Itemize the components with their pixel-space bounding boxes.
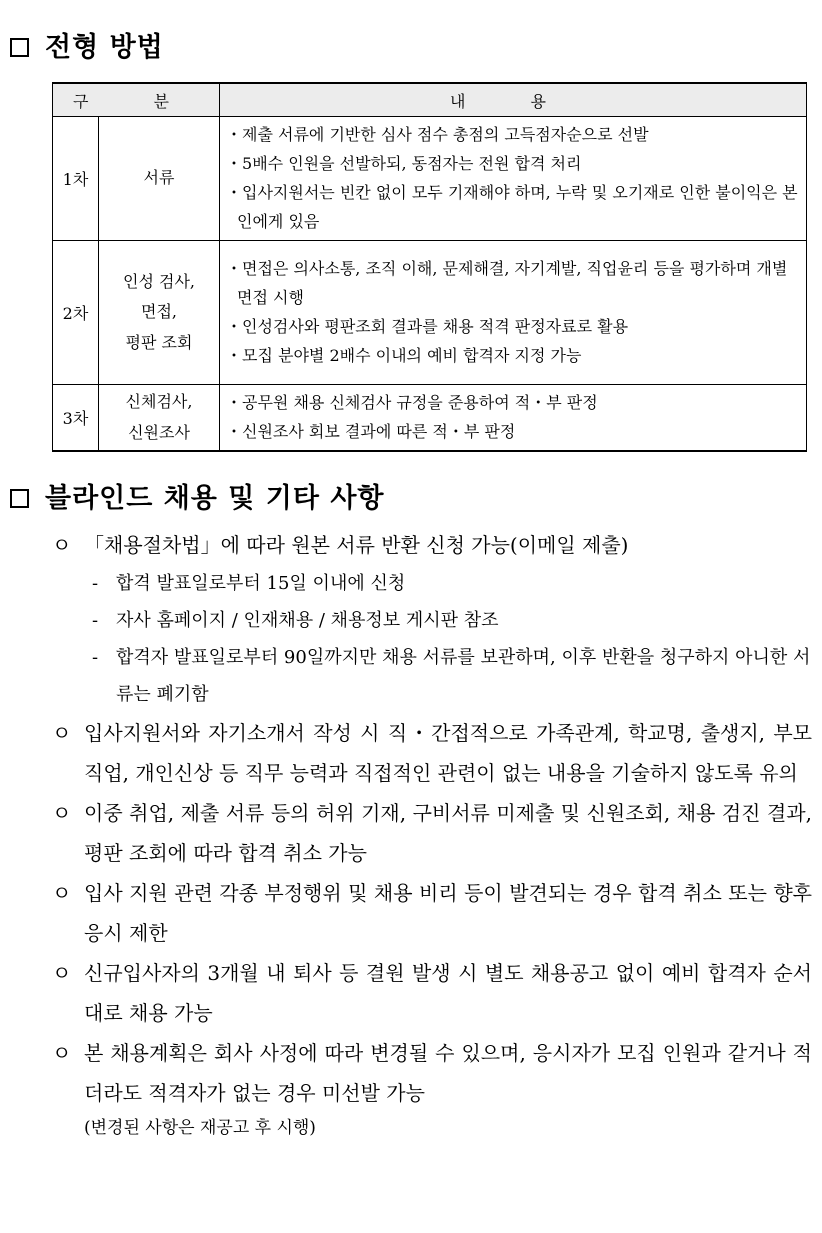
category-cell: 신체검사, 신원조사 (99, 385, 220, 452)
table-row (53, 385, 807, 452)
item-text: 이중 취업, 제출 서류 등의 허위 기재, 구비서류 미제출 및 신원조회, 채용 검진 결과, 평판 조회에 따라 합격 취소 가능 (84, 801, 812, 865)
content-cell (220, 117, 807, 241)
item-text: 「채용절차법」에 따라 원본 서류 반환 신청 가능(이메일 제출) (84, 533, 629, 557)
content-item: ・신원조사 회보 결과에 따른 적・부 판정 (226, 422, 516, 441)
footnote: (변경된 사항은 재공고 후 시행) (84, 1118, 316, 1138)
section-title: 블라인드 채용 및 기타 사항 (45, 483, 385, 514)
section-heading-blind (10, 485, 385, 512)
item-text: 입사 지원 관련 각종 부정행위 및 채용 비리 등이 발견되는 경우 합격 취소 또는 향후 응시 제한 (84, 881, 812, 945)
bullet-circle: ㅇ (52, 533, 72, 557)
content-cell (220, 241, 807, 385)
category-cell: 서류 (99, 117, 220, 241)
header-content: 내 용 (220, 83, 807, 117)
section-heading-selection (10, 34, 164, 61)
checkbox-square-icon (10, 489, 29, 508)
content-item: ・공무원 채용 신체검사 규정을 준용하여 적・부 판정 (226, 393, 598, 412)
bullet-circle: ㅇ (52, 881, 72, 905)
category-cell: 인성 검사, 면접, 평판 조회 (99, 241, 220, 385)
item-text: 신규입사자의 3개월 내 퇴사 등 결원 발생 시 별도 채용공고 없이 예비 합격자 순서대로 채용 가능 (84, 961, 812, 1025)
content-item: ・모집 분야별 2배수 이내의 예비 합격자 지정 가능 (226, 346, 582, 365)
dash-marker: - (92, 610, 99, 631)
bullet-circle: ㅇ (52, 801, 72, 825)
selection-table (52, 82, 807, 452)
content-item: ・제출 서류에 기반한 심사 점수 총점의 고득점자순으로 선발 (226, 125, 649, 144)
list-item (52, 873, 812, 953)
item-text: 입사지원서와 자기소개서 작성 시 직・간접적으로 가족관계, 학교명, 출생지, 부모 직업, 개인신상 등 직무 능력과 직접적인 관련이 없는 내용을 기술하지 않도록 유의 (84, 721, 812, 785)
table-row (53, 241, 807, 385)
sub-item (52, 639, 812, 713)
content-item: ・5배수 인원을 선발하되, 동점자는 전원 합격 처리 (226, 154, 582, 173)
content-item: ・인성검사와 평판조회 결과를 채용 적격 판정자료로 활용 (226, 317, 629, 336)
checkbox-square-icon (10, 38, 29, 57)
bullet-circle: ㅇ (52, 1041, 72, 1065)
notice-list (52, 525, 812, 1143)
sub-text: 합격자 발표일로부터 90일까지만 채용 서류를 보관하며, 이후 반환을 청구하지 아니한 서류는 폐기함 (116, 647, 811, 705)
list-item (52, 1033, 812, 1113)
sub-item (52, 565, 812, 602)
table-header-row (53, 83, 807, 117)
table-row (53, 117, 807, 241)
bullet-circle: ㅇ (52, 721, 72, 745)
header-category: 구 분 (53, 83, 220, 117)
bullet-circle: ㅇ (52, 961, 72, 985)
dash-marker: - (92, 647, 99, 668)
stage-cell: 2차 (53, 241, 99, 385)
dash-marker: - (92, 573, 99, 594)
stage-cell: 1차 (53, 117, 99, 241)
content-item: ・입사지원서는 빈칸 없이 모두 기재해야 하며, 누락 및 오기재로 인한 불이익은 본인에게 있음 (226, 183, 798, 231)
list-item (52, 713, 812, 793)
list-item (52, 953, 812, 1033)
list-item (52, 525, 812, 565)
content-cell (220, 385, 807, 452)
sub-text: 합격 발표일로부터 15일 이내에 신청 (116, 573, 406, 594)
sub-text: 자사 홈페이지 / 인재채용 / 채용정보 게시판 참조 (116, 610, 499, 631)
sub-item (52, 602, 812, 639)
content-item: ・면접은 의사소통, 조직 이해, 문제해결, 자기계발, 직업윤리 등을 평가하며 개별 면접 시행 (226, 259, 788, 307)
section-title: 전형 방법 (45, 32, 164, 63)
item-text: 본 채용계획은 회사 사정에 따라 변경될 수 있으며, 응시자가 모집 인원과 같거나 적더라도 적격자가 없는 경우 미선발 가능 (84, 1041, 812, 1105)
stage-cell: 3차 (53, 385, 99, 452)
list-item (52, 793, 812, 873)
